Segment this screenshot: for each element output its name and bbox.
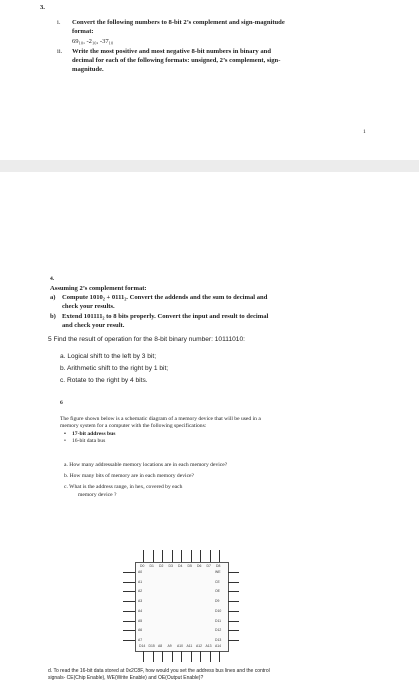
pin-top-d6 [200, 550, 201, 562]
pin-right-d10 [228, 611, 239, 612]
question-5-b: b. Arithmetic shift to the right by 1 bit; [60, 365, 169, 372]
pin-label-a11: A11 [186, 644, 193, 648]
pin-left-a2 [123, 591, 135, 592]
question-6-number: 6 [60, 400, 63, 406]
pin-label-a10: A10 [177, 644, 184, 648]
pin-label-d14: D14 [139, 644, 146, 648]
pin-label-a7: A7 [138, 638, 143, 642]
pin-bottom-a8 [162, 651, 163, 662]
pin-label-oe: OE [215, 589, 220, 594]
pin-right-d9 [228, 601, 239, 602]
question-4-b-text-line-1: Extend 101111₂ to 8 bits properly. Convert the input and result to decimal [62, 313, 269, 320]
pin-label-a0: A0 [138, 570, 143, 574]
pin-left-a6 [123, 630, 135, 631]
pin-label-d9: D9 [215, 599, 220, 604]
pin-right-d12 [228, 630, 239, 631]
pin-label-d10: D10 [215, 608, 222, 613]
pin-bottom-d14 [143, 651, 144, 662]
page-number: 1 [363, 129, 366, 135]
pin-left-a0 [123, 572, 135, 573]
pin-label-d13: D13 [215, 638, 222, 642]
pin-left-a3 [123, 601, 135, 602]
pin-left-a1 [123, 582, 135, 583]
question-5-a: a. Logical shift to the left by 3 bit; [60, 353, 157, 360]
pin-label-d7: D7 [206, 564, 211, 568]
question-6-d-line-2: signals- CE(Chip Enable), WE(Write Enable) and OE(Output Enable)? [48, 675, 204, 681]
pin-top-d5 [191, 550, 192, 562]
pin-left-a7 [123, 640, 135, 641]
question-3-ii-text-line-2: decimal for each of the following formats: unsigned, 2’s complement, sign- [72, 57, 281, 64]
question-3-number: 3. [40, 4, 45, 11]
pin-bottom-a14 [219, 651, 220, 662]
pin-label-a4: A4 [138, 608, 143, 613]
pin-top-d2 [162, 550, 163, 562]
question-3-i-text-line-2: format: [72, 28, 94, 35]
pin-top-d7 [210, 550, 211, 562]
question-5-c: c. Rotate to the right by 4 bits. [60, 377, 148, 384]
pin-right-d13 [228, 640, 239, 641]
pin-label-a14: A14 [215, 644, 222, 648]
pin-label-d15: D15 [148, 644, 155, 648]
question-3-ii-text-line-1: Write the most positive and most negative 8-bit numbers in binary and [72, 48, 271, 55]
question-6-intro-line-1: The figure shown below is a schematic diagram of a memory device that will be used in a [60, 416, 261, 422]
question-4-a-text-line-1: Compute 1010₂ + 0111₂. Convert the addends and the sum to decimal and [62, 294, 268, 301]
document-page-2 [0, 172, 419, 700]
pin-label-d8: D8 [216, 564, 221, 568]
pin-label-ce: CE [215, 579, 220, 584]
pin-label-a13: A13 [205, 644, 212, 648]
question-4-a-label: a) [50, 294, 56, 301]
bullet-2: • [64, 438, 66, 444]
question-6-spec-1: 17-bit address bus [72, 431, 116, 437]
question-5-title: 5 Find the result of operation for the 8-bit binary number: 10111010: [48, 336, 245, 343]
pin-label-d5: D5 [187, 564, 192, 568]
pin-top-d4 [181, 550, 182, 562]
pin-label-d3: D3 [168, 564, 173, 568]
document-page-1 [0, 0, 419, 160]
pin-right-d11 [228, 621, 239, 622]
question-3-ii-label: ii. [57, 48, 63, 55]
pin-right-ce [228, 582, 239, 583]
pin-bottom-a9 [172, 651, 173, 662]
memory-device-diagram [0, 172, 419, 700]
pin-label-d4: D4 [178, 564, 183, 568]
question-4-number: 4. [50, 276, 55, 282]
pin-top-d3 [172, 550, 173, 562]
bullet-1: • [64, 431, 66, 437]
pin-top-d8 [219, 550, 220, 562]
question-3-i-label: i. [57, 19, 61, 26]
pin-label-we: WE [215, 570, 221, 574]
pin-right-oe [228, 591, 239, 592]
pin-label-a8: A8 [158, 644, 163, 648]
question-6-b: b. How many bits of memory are in each memory device? [64, 473, 195, 479]
pin-label-a12: A12 [196, 644, 203, 648]
question-3-ii-text-line-3: magnitude. [72, 66, 104, 73]
pin-bottom-a11 [191, 651, 192, 662]
pin-label-a2: A2 [138, 589, 143, 594]
pin-bottom-a10 [181, 651, 182, 662]
pin-label-d6: D6 [197, 564, 202, 568]
pin-label-d1: D1 [149, 564, 154, 568]
pin-top-d0 [143, 550, 144, 562]
question-4-b-text-line-2: and check your result. [62, 322, 125, 329]
pin-label-d11: D11 [215, 618, 221, 623]
question-4-intro: Assuming 2’s complement format: [50, 285, 147, 292]
question-6-intro-line-2: memory system for a computer with the following specifications: [60, 423, 207, 429]
pin-label-d2: D2 [159, 564, 164, 568]
pin-bottom-a13 [210, 651, 211, 662]
pin-top-d1 [153, 550, 154, 562]
question-6-spec-2: 16-bit data bus [72, 438, 106, 444]
pin-label-a5: A5 [138, 618, 143, 623]
question-3-i-text-line-1: Convert the following numbers to 8-bit 2’s complement and sign-magnitude [72, 19, 285, 26]
question-4-a-text-line-2: check your results. [62, 303, 115, 310]
question-6-c-line-2: memory device ? [78, 492, 117, 498]
question-6-a: a. How many addressable memory locations are in each memory device? [64, 462, 228, 468]
question-4-b-label: b) [50, 313, 56, 320]
pin-label-d0: D0 [140, 564, 145, 568]
pin-label-a9: A9 [167, 644, 172, 648]
question-6-c-line-1: c. What is the address range, in hex, covered by each [64, 484, 183, 490]
pin-right-we [228, 572, 239, 573]
pin-bottom-d15 [153, 651, 154, 662]
page-divider [0, 160, 419, 172]
pin-label-a6: A6 [138, 628, 143, 633]
pin-left-a4 [123, 611, 135, 612]
pin-label-d12: D12 [215, 628, 222, 633]
pin-bottom-a12 [200, 651, 201, 662]
pin-left-a5 [123, 621, 135, 622]
pin-label-a1: A1 [138, 579, 143, 584]
question-3-i-values: 69₁₀, -2₁₀, -37₁₀ [72, 38, 114, 45]
pin-label-a3: A3 [138, 599, 143, 604]
question-6-d-line-1: d. To read the 16-bit data stored at 0x2C8F, how would you set the address bus lines and the control [48, 668, 270, 674]
